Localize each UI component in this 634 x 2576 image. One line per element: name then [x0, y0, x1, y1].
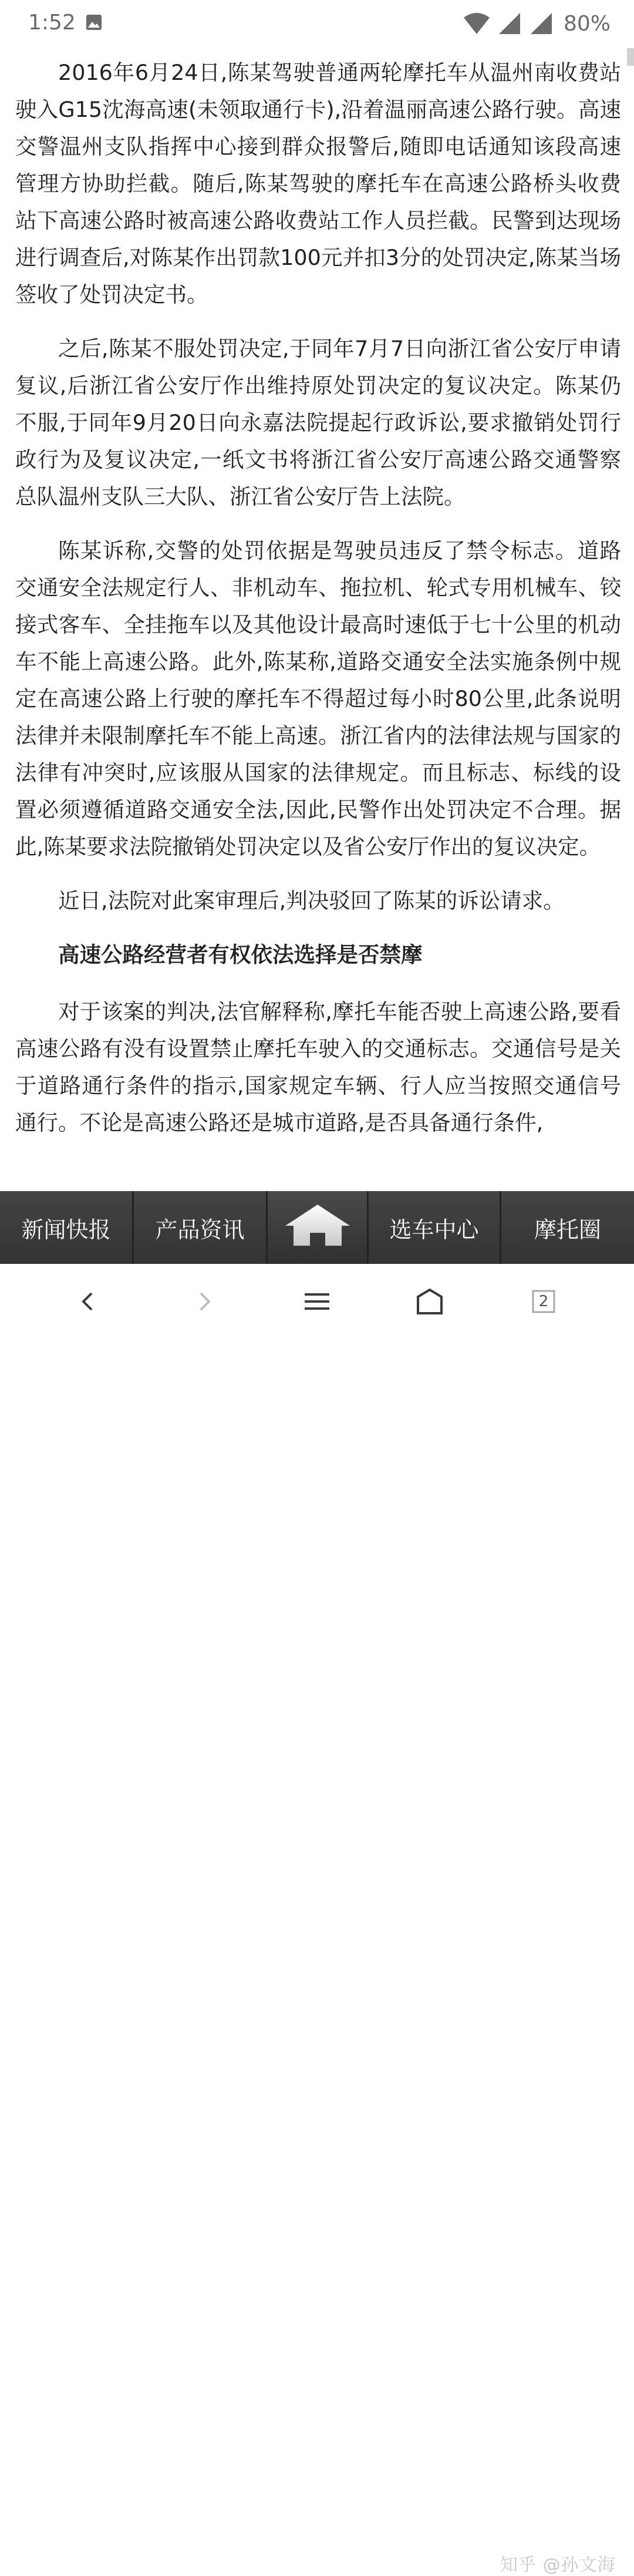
- browser-nav-bar: [0, 1264, 634, 2575]
- nav-car-center-label: 选车中心: [389, 1216, 479, 1243]
- back-arrow-icon: [76, 1290, 100, 1313]
- section-heading: 高速公路经营者有权依法选择是否禁摩: [58, 942, 423, 967]
- article-paragraph: 2016年6月24日,陈某驾驶普通两轮摩托车从温州南收费站驶入G15沈海高速(未领取通行卡),沿着温丽高速公路行驶。高速交警温州支队指挥中心接到群众报警后,随即电话通知该段高速管理方协助拦截。随后,陈某驾驶的摩托车在高速公路桥头收费站下高速公路时被高速公路收费站工作人员拦截。民警到达现场进行调查后,对陈某作出罚款100元并扣3分的处罚决定,陈某当场签收了处罚决定书。: [15, 60, 621, 307]
- nav-home[interactable]: [268, 1191, 369, 1264]
- article-body: [15, 54, 621, 1158]
- home-page-button[interactable]: [406, 1264, 453, 1339]
- back-button[interactable]: [65, 1264, 112, 1339]
- article-paragraph: 陈某诉称,交警的处罚依据是驾驶员违反了禁令标志。道路交通安全法规定行人、非机动车、拖拉机、轮式专用机械车、铰接式客车、全挂拖车以及其他设计最高时速低于七十公里的机动车不能上高速公路。此外,陈某称,道路交通安全法实施条例中规定在高速公路上行驶的摩托车不得超过每小时80公里,此条说明法律并未限制摩托车不能上高速。浙江省内的法律法规与国家的法律有冲突时,应该服从国家的法律规定。而且标志、标线的设置必须遵循道路交通安全法,因此,民警作出处罚决定不合理。据此,陈某要求法院撤销处罚决定以及省公安厅作出的复议决定。: [15, 538, 621, 859]
- menu-icon: [303, 1290, 331, 1313]
- tabs-button[interactable]: [520, 1264, 567, 1339]
- home-icon: [283, 1202, 352, 1253]
- signal-icon: [530, 12, 553, 35]
- battery-level: 80%: [563, 11, 611, 36]
- home-outline-icon: [416, 1288, 443, 1315]
- tab-count: 2: [538, 1293, 549, 1310]
- status-bar: [0, 0, 634, 47]
- image-icon: [86, 14, 102, 31]
- nav-news-label: 新闻快报: [21, 1216, 111, 1243]
- signal-icon: [498, 12, 521, 35]
- status-time: 1:52: [28, 11, 76, 35]
- site-bottom-nav: [0, 1191, 634, 1264]
- watermark-text: 知乎 @孙文海: [500, 2555, 616, 2575]
- status-icons: [463, 8, 611, 39]
- menu-button[interactable]: [294, 1264, 340, 1339]
- nav-moto-circle[interactable]: [501, 1191, 634, 1264]
- wifi-icon: [463, 12, 491, 35]
- forward-button[interactable]: [181, 1264, 228, 1339]
- nav-news[interactable]: [0, 1191, 134, 1264]
- nav-products-label: 产品资讯: [155, 1216, 245, 1243]
- article-paragraph: 近日,法院对此案审理后,判决驳回了陈某的诉讼请求。: [58, 888, 565, 913]
- nav-products[interactable]: [134, 1191, 268, 1264]
- forward-arrow-icon: [193, 1290, 216, 1313]
- article-paragraph: 之后,陈某不服处罚决定,于同年7月7日向浙江省公安厅申请复议,后浙江省公安厅作出维持原处罚决定的复议决定。陈某仍不服,于同年9月20日向永嘉法院提起行政诉讼,要求撤销处罚行政行为及复议决定,一纸文书将浙江省公安厅高速公路交通警察总队温州支队三大队、浙江省公安厅告上法院。: [15, 336, 621, 509]
- nav-car-center[interactable]: [369, 1191, 501, 1264]
- article-paragraph: 对于该案的判决,法官解释称,摩托车能否驶上高速公路,要看高速公路有没有设置禁止摩托车驶入的交通标志。交通信号是关于道路通行条件的指示,国家规定车辆、行人应当按照交通信号通行。不论是高速公路还是城市道路,是否具备通行条件,: [15, 999, 621, 1135]
- nav-moto-circle-label: 摩托圈: [534, 1216, 601, 1243]
- scrollbar-thumb[interactable]: [627, 48, 634, 66]
